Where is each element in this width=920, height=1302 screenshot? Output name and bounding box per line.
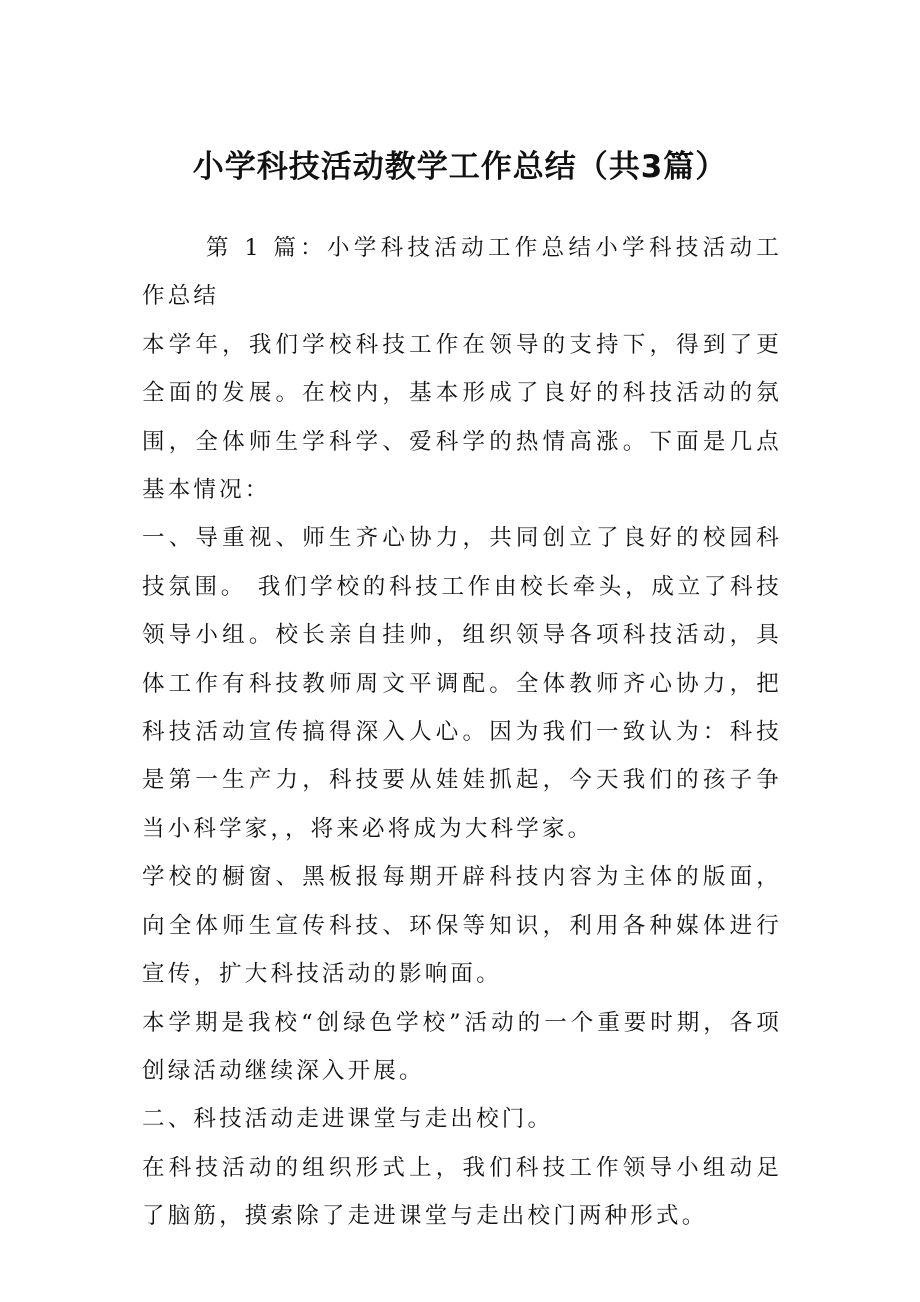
- paragraph-publicity: 学校的橱窗、黑板报每期开辟科技内容为主体的版面，向全体师生宣传科技、环保等知识，利用各种媒体进行宣传，扩大科技活动的影响面。: [142, 864, 782, 988]
- section-heading-part-1: 第 1 篇：小学科技活动工作总结小学科技活动工作总结: [142, 235, 782, 310]
- paragraph-activity-forms: 在科技活动的组织形式上，我们科技工作领导小组动足了脑筋，摸索除了走进课堂与走出校门两种形式。: [142, 1154, 782, 1230]
- paragraph-point-two: 二、科技活动走进课堂与走出校门。: [142, 1106, 554, 1133]
- paragraph-green-school: 本学期是我校“创绿色学校”活动的一个重要时期，各项创绿活动继续深入开展。: [142, 1009, 782, 1084]
- paragraph-intro: 本学年，我们学校科技工作在领导的支持下，得到了更全面的发展。在校内，基本形成了良好的科技活动的氛围，全体师生学科学、爱科学的热情高涨。下面是几点基本情况：: [142, 331, 782, 504]
- document-body: [142, 224, 782, 1241]
- document-title: 小学科技活动教学工作总结（共3篇）: [192, 149, 728, 185]
- paragraph-point-one: 一、导重视、师生齐心协力，共同创立了良好的校园科技氛围。 我们学校的科技工作由校长牵头，成立了科技领导小组。校长亲自挂帅，组织领导各项科技活动，具体工作有科技教师周文平调配。全体教师齐心协力，把科技活动宣传搞得深入人心。因为我们一致认为：科技是第一生产力，科技要从娃娃抓起，今天我们的孩子争当小科学家，，将来必将成为大科学家。: [142, 525, 782, 842]
